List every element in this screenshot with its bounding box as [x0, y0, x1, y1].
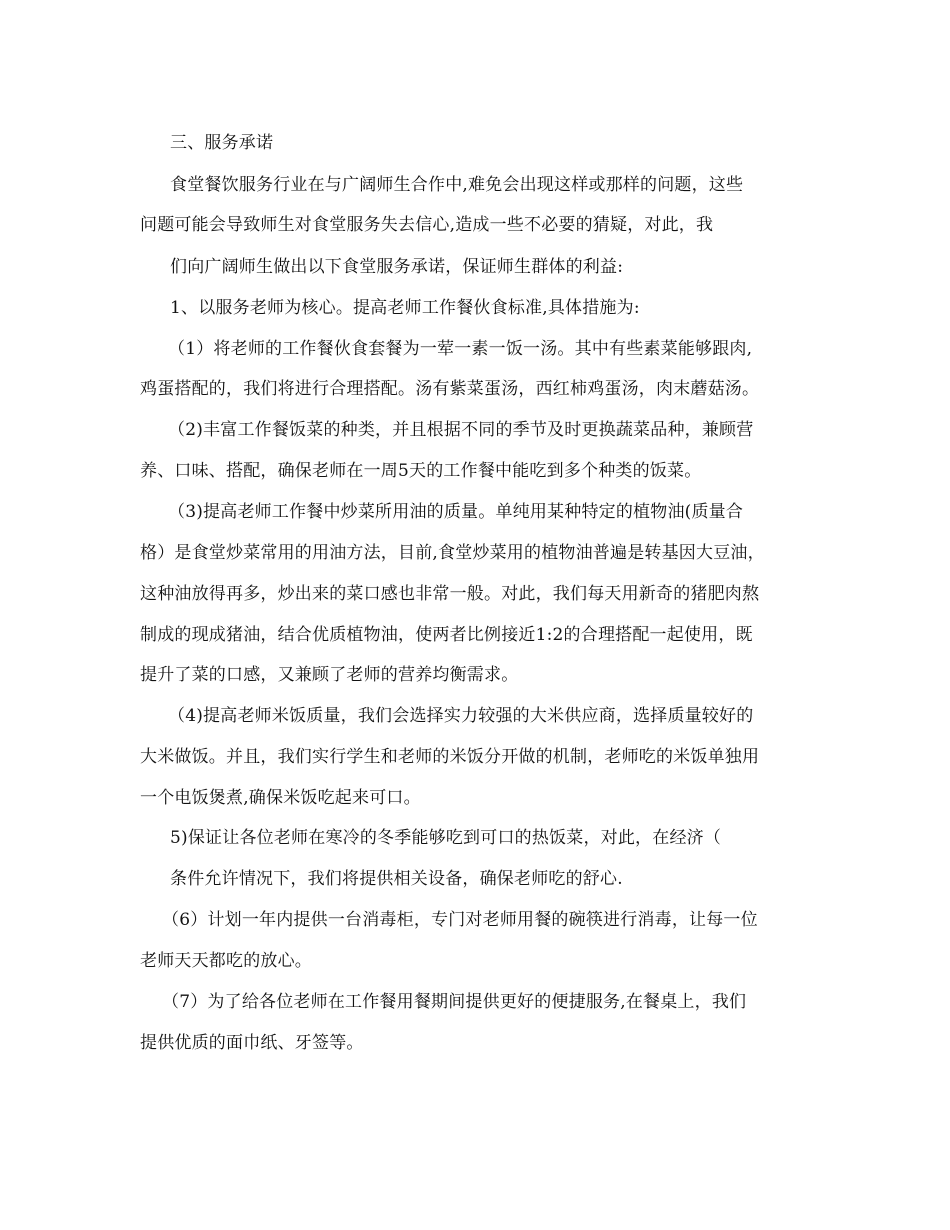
paragraph-line: 鸡蛋搭配的，我们将进行合理搭配。汤有紫菜蛋汤，西红柿鸡蛋汤，肉末蘑菇汤。: [140, 379, 760, 399]
paragraph-line: 5)保证让各位老师在寒冷的冬季能够吃到可口的热饭菜，对此，在经济（: [170, 828, 722, 848]
paragraph-line: 老师天天都吃的放心。: [140, 951, 312, 971]
paragraph-line: （4)提高老师米饭质量，我们会选择实力较强的大米供应商，选择质量较好的: [168, 706, 754, 726]
paragraph-line: 格）是食堂炒菜常用的用油方法，目前,食堂炒菜用的植物油普遍是转基因大豆油，: [140, 543, 765, 563]
paragraph-line: 一个电饭煲煮,确保米饭吃起来可口。: [140, 788, 421, 808]
paragraph-line: 大米做饭。并且，我们实行学生和老师的米饭分开做的机制，老师吃的米饭单独用: [140, 747, 760, 767]
paragraph-line: （7）为了给各位老师在工作餐用餐期间提供更好的便捷服务,在餐桌上，我们: [162, 992, 747, 1012]
paragraph-line: 制成的现成猪油，结合优质植物油，使两者比例接近1:2的合理搭配一起使用，既: [140, 625, 753, 645]
paragraph-line: 提供优质的面巾纸、牙签等。: [140, 1033, 364, 1053]
paragraph-line: 条件允许情况下，我们将提供相关设备，确保老师吃的舒心.: [170, 869, 623, 889]
paragraph-line: 问题可能会导致师生对食堂服务失去信心,造成一些不必要的猜疑，对此，我: [140, 215, 714, 235]
paragraph-line: 食堂餐饮服务行业在与广阔师生合作中,难免会出现这样或那样的问题，这些: [170, 175, 744, 195]
paragraph-line: 1、以服务老师为核心。提高老师工作餐伙食标准,具体措施为:: [170, 298, 640, 318]
paragraph-line: 养、口味、搭配，确保老师在一周5天的工作餐中能吃到多个种类的饭菜。: [140, 461, 702, 481]
paragraph-line: （3)提高老师工作餐中炒菜所用油的质量。单纯用某种特定的植物油(质量合: [168, 502, 744, 522]
paragraph-line: 提升了菜的口感，又兼顾了老师的营养均衡需求。: [140, 665, 519, 685]
paragraph-line: （2)丰富工作餐饭菜的种类，并且根据不同的季节及时更换蔬菜品种，兼顾营: [168, 420, 754, 440]
paragraph-line: 们向广阔师生做出以下食堂服务承诺，保证师生群体的利益:: [170, 257, 624, 277]
paragraph-line: （6）计划一年内提供一台消毒柜，专门对老师用餐的碗筷进行消毒，让每一位: [162, 910, 758, 930]
section-title: 三、服务承诺: [170, 133, 274, 153]
paragraph-line: 这种油放得再多，炒出来的菜口感也非常一般。对此，我们每天用新奇的猪肥肉熬: [140, 584, 760, 604]
paragraph-line: （1）将老师的工作餐伙食套餐为一荤一素一饭一汤。其中有些素菜能够跟肉,: [168, 339, 753, 359]
